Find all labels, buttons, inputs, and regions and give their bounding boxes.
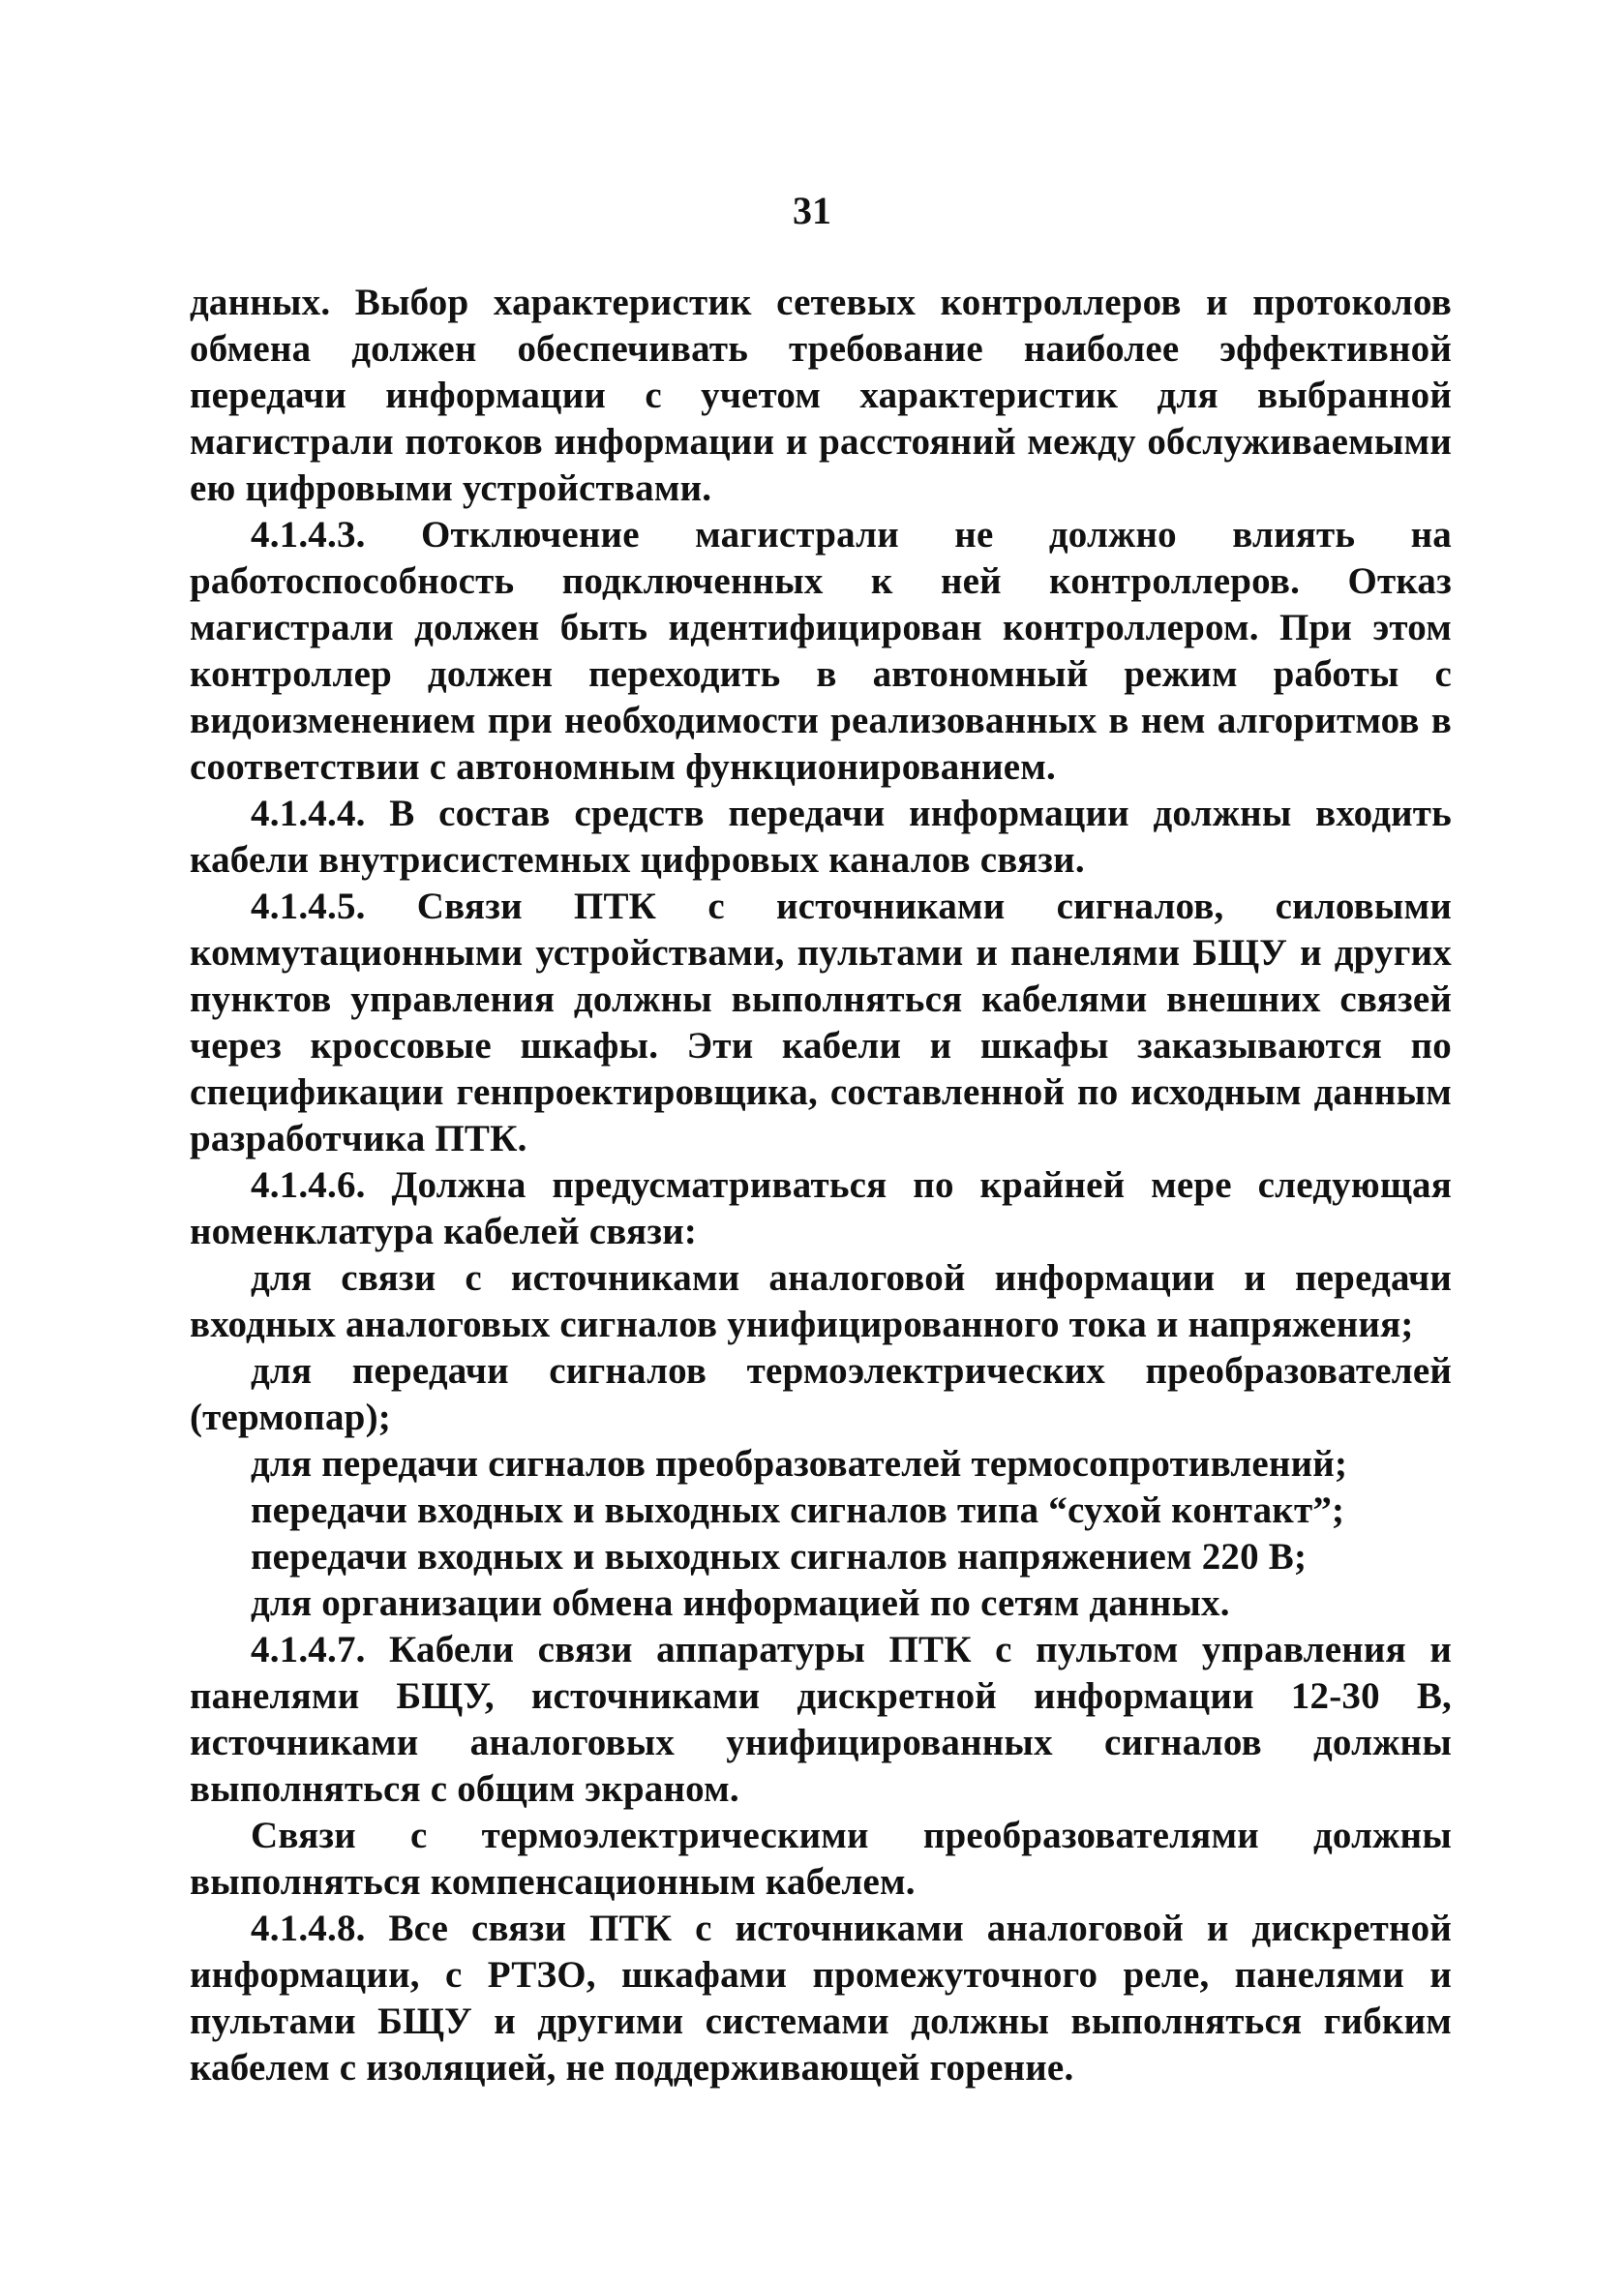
page-number: 31 bbox=[793, 189, 831, 232]
paragraph-4-1-4-4: 4.1.4.4. В состав средств передачи информации должны входить кабели внутрисистемных цифровых каналов связи. bbox=[190, 793, 1452, 881]
list-item-resistance: для передачи сигналов преобразователей термосопротивлений; bbox=[251, 1443, 1348, 1485]
list-item-data-networks: для организации обмена информацией по сетям данных. bbox=[251, 1582, 1230, 1624]
list-item-220v: передачи входных и выходных сигналов напряжением 220 В; bbox=[251, 1536, 1308, 1578]
paragraph-4-1-4-8: 4.1.4.8. Все связи ПТК с источниками аналоговой и дискретной информации, с РТЗО, шкафами промежуточного реле, панелями и пультами БЩУ и другими системами должны выполняться гибким кабелем с изоляцией, не поддерживающей горение. bbox=[190, 1908, 1452, 2089]
paragraph-4-1-4-7: 4.1.4.7. Кабели связи аппаратуры ПТК с пультом управления и панелями БЩУ, источниками дискретной информации 12-30 В, источниками аналоговых унифицированных сигналов должны выполняться с общим экраном. bbox=[190, 1629, 1452, 1810]
paragraph-compensation-cable: Связи с термоэлектрическими преобразователями должны выполняться компенсационным кабелем. bbox=[190, 1815, 1452, 1903]
list-item-dry-contact: передачи входных и выходных сигналов типа “сухой контакт”; bbox=[251, 1489, 1345, 1531]
body-text bbox=[190, 280, 1452, 2091]
paragraph-4-1-4-3: 4.1.4.3. Отключение магистрали не должно влиять на работоспособность подключенных к ней контроллеров. Отказ магистрали должен быть идентифицирован контроллером. При этом контроллер должен переходить в автономный режим работы с видоизменением при необходимости реализованных в нем алгоритмов в соответствии с автономным функционированием. bbox=[190, 514, 1452, 788]
list-item-analog: для связи с источниками аналоговой информации и передачи входных аналоговых сигналов унифицированного тока и напряжения; bbox=[190, 1257, 1452, 1345]
paragraph-4-1-4-6: 4.1.4.6. Должна предусматриваться по крайней мере следующая номенклатура кабелей связи: bbox=[190, 1164, 1452, 1252]
paragraph-4-1-4-5: 4.1.4.5. Связи ПТК с источниками сигналов, силовыми коммутационными устройствами, пультами и панелями БЩУ и других пунктов управления должны выполняться кабелями внешних связей через кроссовые шкафы. Эти кабели и шкафы заказываются по спецификации генпроектировщика, составленной по исходным данным разработчика ПТК. bbox=[190, 886, 1452, 1159]
paragraph-continuation: данных. Выбор характеристик сетевых контроллеров и протоколов обмена должен обеспечивать требование наиболее эффективной передачи информации с учетом характеристик для выбранной магистрали потоков информации и расстояний между обслуживаемыми ею цифровыми устройствами. bbox=[190, 282, 1452, 509]
list-item-thermocouple: для передачи сигналов термоэлектрических преобразователей (термопар); bbox=[190, 1350, 1452, 1438]
